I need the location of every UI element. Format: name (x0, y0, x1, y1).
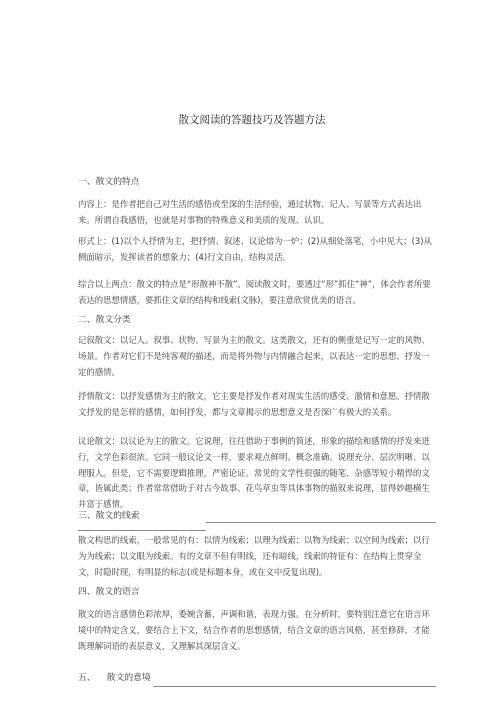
paragraph-clues: 散文构思的线索，一般常见的有：以情为线索；以理为线索；以物为线索；以空间为线索；以行为为线索；以文眼为线索。有的文章不但有明线，还有暗线，线索的特征有：在结构上贯穿全文，时隐时现，有明显的标志(或是标题本身，或在文中反复出现)。 (78, 535, 430, 577)
section-heading-language: 四、散文的语言 (78, 587, 140, 597)
paragraph-content: 内容上：是作者把自己对生活的感悟或至深的生活经验，通过状物、记人、写景等方式表达出来。所谓自我感悟，也就是对事物的特殊意义和美质的发现、认识。 (78, 199, 422, 225)
divider-line (206, 522, 436, 523)
paragraph-argumentative-prose: 议论散文：以议论为主的散文。它说理，往往借助于事例的简述，形象的描绘和感情的抒发来进行，文学色彩很浓。它同一般议论文一样，要求观点鲜明、概念准确、说理充分、层次明晰、以理服人。但是，它不需要逻辑推理，严密论证。常见的文学性很强的随笔、杂感等短小精悍的文章，皆属此类；作者常常借助于对古今故事、花鸟草虫等具体事物的描叙来说理，显得妙趣横生并富于感情。 (78, 436, 430, 510)
section-heading-categories: 二、散文分类 (78, 315, 131, 325)
paragraph-summary: 综合以上两点：散文的特点是“形散神不散”。阅读散文时，要透过“形”抓住“神”，体会作者所要表达的思想情感，要抓住文章的结构和线索(文脉)，要注意欣赏优美的语言。 (78, 279, 431, 305)
divider-line (78, 530, 206, 531)
section-heading-mood: 五、 散文的意境 (78, 673, 151, 683)
divider-line (153, 686, 436, 687)
section-heading-features: 一、散文的特点 (78, 177, 140, 187)
paragraph-lyrical-prose: 抒情散文：以抒发感情为主的散文，它主要是抒发作者对现实生活的感受、激情和意愿。抒情散文抒发的是怎样的感情，如何抒发，都与文章揭示的思想意义是否深广有极大的关系。 (78, 391, 430, 417)
section-heading-clues: 三、散文的线索 (78, 511, 140, 521)
paragraph-form: 形式上：(1)以个人抒情为主，把抒情、叙述、议论熔为一炉；(2)从细处落笔，小中见大；(3)从侧面暗示，发挥读者的想象力；(4)行文自由，结构灵活。 (78, 236, 432, 262)
document-title: 散文阅读的答题技巧及答题方法 (178, 114, 326, 126)
paragraph-narrative-prose: 记叙散文：以记人、叙事、状物、写景为主的散文。这类散文，还有的侧重是记写一定的风物、场景。作者对它们不是纯客观的描述，而是将外物与内情融合起来，以表达一定的思想、抒发一定的感情。 (78, 335, 430, 377)
paragraph-language: 散文的语言感情色彩浓厚，委婉含蓄，声调和谐，表现力强。在分析时，要特别注意它在语言环境中的特定含义，要结合上下文，结合作者的思想感情，结合文章的语言风格，甚至修辞，才能既理解词语的表层意义，又理解其深层含义。 (78, 609, 430, 651)
